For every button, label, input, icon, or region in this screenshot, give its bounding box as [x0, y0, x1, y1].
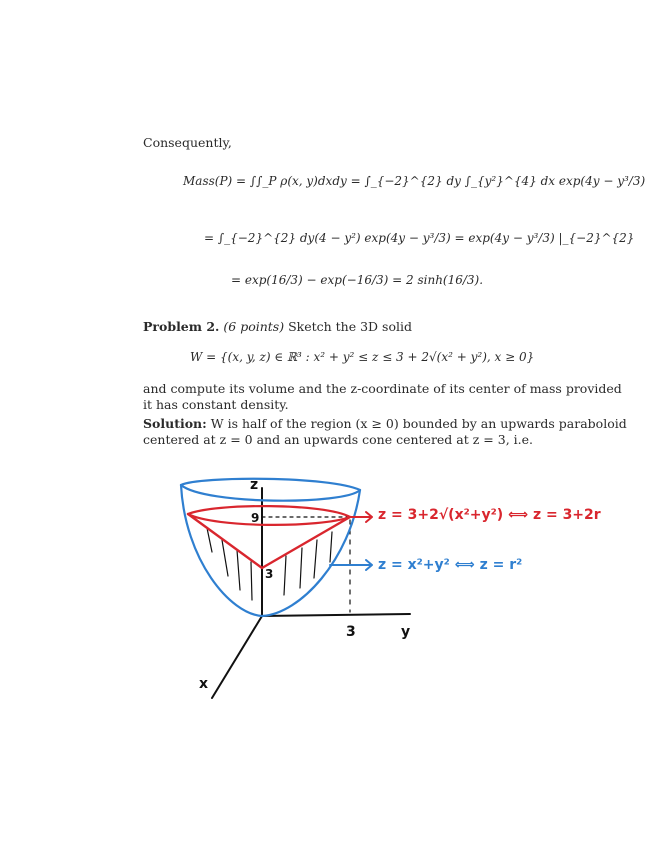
mark-3-y: 3	[346, 624, 356, 640]
z-axis-label: z	[250, 477, 259, 493]
paraboloid-equation-label: z = x²+y² ⟺ z = r²	[378, 557, 523, 573]
problem-text-line-2: it has constant density.	[143, 397, 289, 412]
cone-equation-label: z = 3+2√(x²+y²) ⟺ z = 3+2r	[378, 507, 601, 523]
mass-equation-line-3: = exp(16/3) − exp(−16/3) = 2 sinh(16/3).	[231, 273, 484, 287]
cone-rim	[188, 506, 350, 525]
mark-3-z: 3	[265, 567, 274, 581]
x-axis-line	[212, 616, 262, 698]
mass-equation-line-1: Mass(P) = ∫∫_P ρ(x, y)dxdy = ∫_{−2}^{2} dy ∫_{y²}^{4} dx exp(4y − y³/3)	[183, 174, 646, 188]
y-axis-line	[262, 614, 410, 616]
problem-points: (6 points)	[223, 319, 285, 334]
paraboloid-bowl	[181, 485, 360, 616]
solid-set-definition: W = {(x, y, z) ∈ ℝ³ : x² + y² ≤ z ≤ 3 + 2√(x² + y²), x ≥ 0}	[190, 350, 535, 364]
problem-prompt: Sketch the 3D solid	[288, 319, 412, 334]
mass-equation-line-2: = ∫_{−2}^{2} dy(4 − y²) exp(4y − y³/3) = exp(4y − y³/3) |_{−2}^{2}	[204, 231, 635, 245]
paraboloid-pointer-arrow	[330, 560, 372, 570]
x-axis-label: x	[199, 676, 209, 692]
intro-text: Consequently,	[143, 135, 232, 150]
problem-text-line-1: and compute its volume and the z-coordinate of its center of mass provided	[143, 381, 622, 396]
solution-label: Solution:	[143, 416, 207, 431]
mark-9: 9	[251, 511, 260, 525]
problem-label: Problem 2.	[143, 319, 220, 334]
paraboloid-rim	[181, 479, 360, 501]
solution-line-2: centered at z = 0 and an upwards cone centered at z = 3, i.e.	[143, 432, 533, 447]
y-axis-label: y	[401, 624, 411, 640]
solution-text-1: W is half of the region (x ≥ 0) bounded by an upwards paraboloid	[210, 416, 627, 431]
